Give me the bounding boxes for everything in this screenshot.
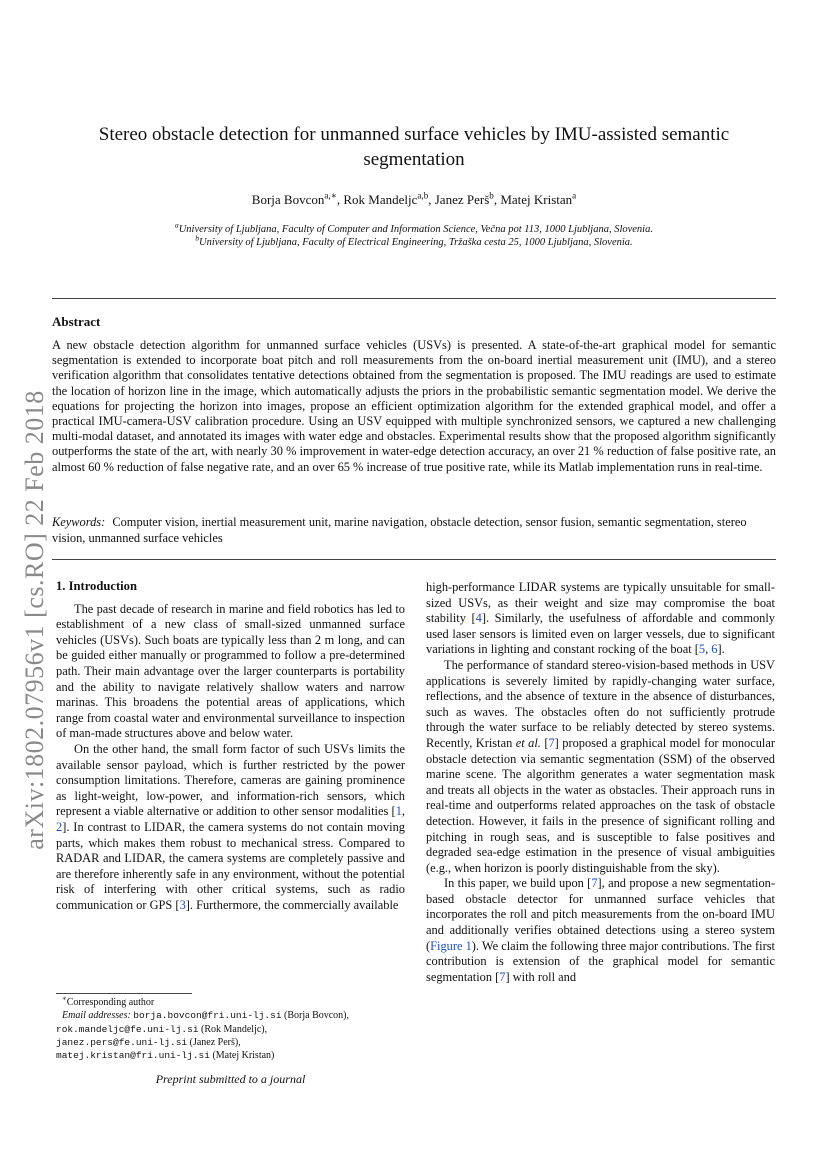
author-affiliation-mark: a [572,190,577,201]
citation-link[interactable]: 7 [591,876,598,891]
arxiv-identifier-text: arXiv:1802.07956v1 [cs.RO] 22 Feb 2018 [20,390,49,850]
author-affiliation-mark: a,∗ [324,190,337,201]
author-name: Janez Perš [434,192,490,207]
abstract-bottom-rule [52,559,776,560]
author-name: Borja Bovcon [251,192,325,207]
paragraph: On the other hand, the small form factor of such USVs limits the available sensor payload, which is further restricted by the power consumption limitations. Therefore, cameras are gaining prominence as light-weight, low-power, and information-rich sensors, which represent a viable alternative or addition to other sensor modalities [1, 2]. In contrast to LIDAR, the camera systems do not contain moving parts, which makes them robust to mechanical stress. Compared to RADAR and LIDAR, the camera systems are completely passive and are therefore inherently safe in any environment, without the potential risk of interfering with other critical systems, such as radio communication or GPS [3]. Furthermore, the commercially available [56,741,405,912]
paragraph: In this paper, we build upon [7], and propose a new segmentation-based obstacle detector for unmanned surface vehicles that incorporates the roll and pitch measurements from the on-board IMU and additionally verifies obtained detections using a stereo system (Figure 1). We claim the following three major contributions. The first contribution is extension of the graphical model for semantic segmentation [7] with roll and [426,876,775,984]
affiliation-line [60,233,768,249]
keywords-text: Computer vision, inertial measurement unit, marine navigation, obstacle detection, sensor fusion, semantic segmentation, stereo vision, unmanned surface vehicles [52,515,747,545]
affiliation-mark: a [175,220,179,230]
email-line: janez.pers@fe.uni-lj.si (Janez Perš), [56,1036,241,1048]
section-heading: 1. Introduction [56,579,137,593]
paper-title: Stereo obstacle detection for unmanned surface vehicles by IMU-assisted semantic segmentation [98,124,730,170]
arxiv-identifier [20,360,50,880]
author-separator: , [428,192,435,207]
email-link[interactable]: borja.bovcon@fri.uni-lj.si [133,1010,282,1022]
author-name: Rok Mandeljc [343,192,418,207]
citation-link[interactable]: 2 [56,819,63,834]
affiliation-text: University of Ljubljana, Faculty of Electrical Engineering, Tržaška cesta 25, 1000 Ljubljana, Slovenia. [199,237,633,248]
author-separator: , [336,192,344,207]
abstract-text: A new obstacle detection algorithm for unmanned surface vehicles (USVs) is presented. A state-of-the-art graphical model for semantic segmentation is extended to incorporate boat pitch and roll measurements from the on-board inertial measurement unit (IMU), and a stereo verification algorithm that consolidates tentative detections obtained from the segmentation is proposed. The IMU readings are used to estimate the location of horizon line in the image, which automatically adjusts the priors in the probabilistic semantic segmentation model. We derive the equations for projecting the horizon into images, propose an efficient optimization algorithm for the extended graphical model, and offer a practical IMU-camera-USV calibration procedure. Using an USV equipped with multiple synchronized sensors, we captured a new challenging multi-modal dataset, and annotated its images with water edge and obstacles. Experimental results show that the proposed algorithm significantly outperforms the state of the art, with nearly 30 % improvement in water-edge detection accuracy, an over 21 % reduction of false positive rate, an almost 60 % reduction of false negative rate, and an over 65 % increase of true positive rate, while its Matlab implementation runs in real-time. [52,338,776,474]
paragraph: The past decade of research in marine and field robotics has led to establishment of a new class of small-sized unmanned surface vehicles (USVs). Such boats are typically less than 2 m long, and can be guided either manually or programmed to follow a pre-determined path. Their main advantage over the larger counterparts is portability and the ability to navigate relatively shallow waters and narrow marinas. This broadens the potential areas of applications, which range from coastal water and environmental surveillance to inspection of man-made structures above and below water. [56,601,405,741]
abstract-heading: Abstract [52,314,101,329]
figure-link[interactable]: Figure 1 [430,938,472,953]
citation-link[interactable]: 4 [475,611,482,626]
preprint-notice: Preprint submitted to a journal [155,1072,306,1086]
citation-link[interactable]: 3 [179,897,186,912]
author-list [60,192,768,208]
left-column [56,579,405,913]
author-separator: , [493,192,501,207]
email-link[interactable]: matej.kristan@fri.uni-lj.si [56,1050,210,1062]
footnote-rule [56,993,192,994]
email-link[interactable]: janez.pers@fe.uni-lj.si [56,1036,188,1048]
affiliation-mark: b [195,233,199,243]
author-affiliation-mark: a,b [417,190,429,201]
citation-link[interactable]: 6 [711,642,718,657]
corresponding-author-note: ∗Corresponding author [62,994,155,1008]
citation-link[interactable]: 5 [698,642,706,657]
citation-link[interactable]: 7 [499,969,506,984]
paragraph: The performance of standard stereo-vision-based methods in USV applications is severely limited by rapidly-changing water surface, reflections, and the absence of texture in the absence of disturbances, such as waves. The obstacles often do not sufficiently protrude through the water surface to be reliably detected by stereo systems. Recently, Kristan et al. [7] proposed a graphical model for monocular obstacle detection via semantic segmentation (SSM) of the observed marine scene. The algorithm generates a water segmentation mask and treats all objects in the water as obstacles. Their approach runs in real-time and outperforms related approaches on the task of obstacle detection. However, it fails in the presence of significant rolling and pitching in rough seas, and is susceptible to false positives and degraded sea-edge estimation in the presence of visual ambiguities (e.g., when horizon is poorly distinguishable from the sky). [426,657,775,875]
citation-link[interactable]: 7 [548,735,555,750]
paragraph: high-performance LIDAR systems are typically unsuitable for small-sized USVs, as their weight and size may compromise the boat stability [4]. Similarly, the usefulness of affordable and commonly used laser sensors is limited even on larger vessels, due to significant variations in lighting and constant rocking of the boat [5, 6]. [426,580,775,657]
affiliation-line [60,220,768,236]
email-line: Email addresses: borja.bovcon@fri.uni-lj.si (Borja Bovcon), [62,1010,350,1022]
citation-link[interactable]: 1 [395,804,402,819]
keywords [52,515,776,546]
footnote [56,996,405,1062]
email-line: rok.mandeljc@fe.uni-lj.si (Rok Mandeljc), [56,1023,268,1035]
right-column [426,580,775,985]
author-affiliation-mark: b [489,190,494,201]
email-line: matej.kristan@fri.uni-lj.si (Matej Kristan) [56,1050,275,1062]
author-name: Matej Kristan [500,192,573,207]
email-link[interactable]: rok.mandeljc@fe.uni-lj.si [56,1023,199,1035]
affiliation-text: University of Ljubljana, Faculty of Computer and Information Science, Večna pot 113, 1000 Ljubljana, Slovenia. [178,224,653,235]
abstract-top-rule [52,298,776,299]
keywords-label: Keywords: [52,515,106,529]
affiliations [60,220,768,249]
